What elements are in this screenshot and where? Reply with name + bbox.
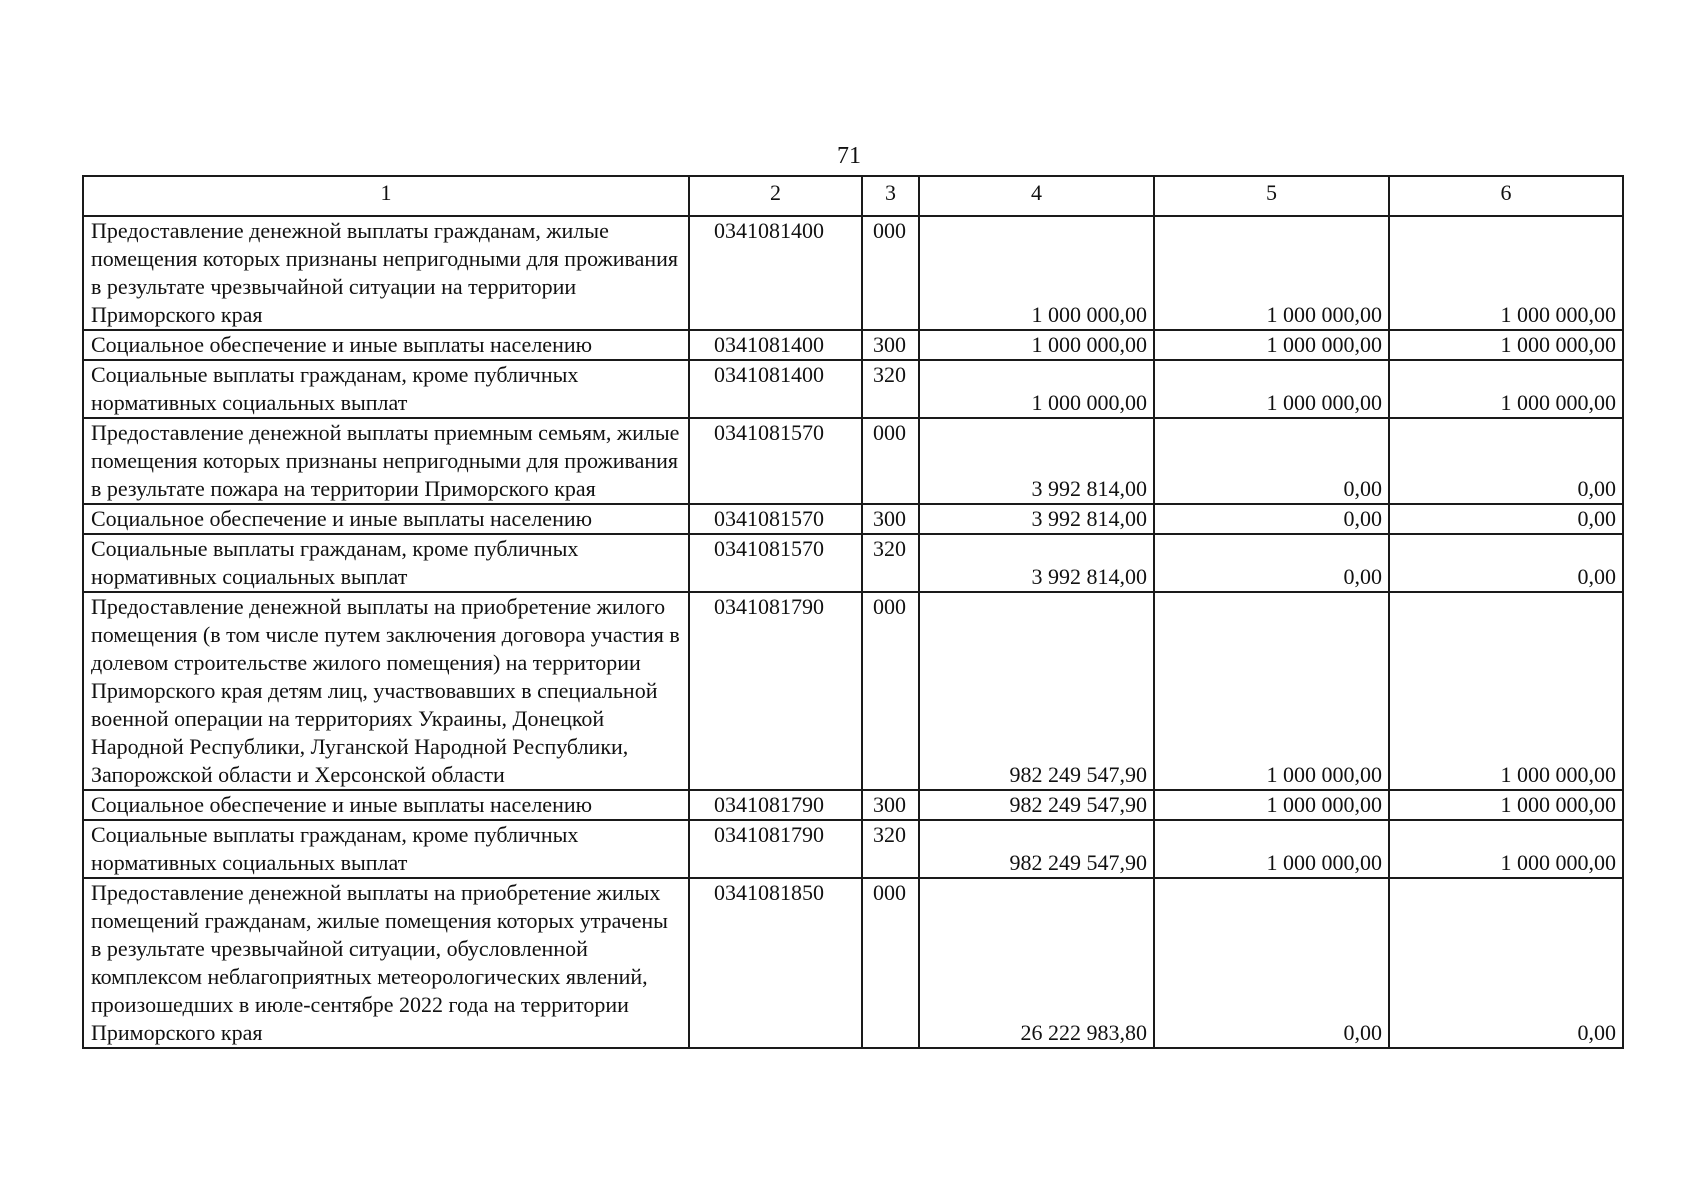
header-col-6: 6 xyxy=(1389,176,1623,216)
row-type: 300 xyxy=(862,330,919,360)
row-name: Предоставление денежной выплаты на приобретение жилого помещения (в том числе путем заключения договора участия в долевом строительстве жилого помещения) на территории Приморского края детям лиц, участвовавших в специальной военной операции на территориях Украины, Донецкой Народной Республики, Луганской Народной Республики, Запорожской области и Херсонской области xyxy=(83,592,689,790)
row-amount-col4: 26 222 983,80 xyxy=(919,878,1154,1048)
header-col-1: 1 xyxy=(83,176,689,216)
row-code: 0341081850 xyxy=(689,878,862,1048)
table-row xyxy=(83,360,1623,418)
table-row xyxy=(83,418,1623,504)
row-code: 0341081790 xyxy=(689,790,862,820)
row-name: Предоставление денежной выплаты гражданам, жилые помещения которых признаны непригодными для проживания в результате чрезвычайной ситуации на территории Приморского края xyxy=(83,216,689,330)
row-code: 0341081790 xyxy=(689,820,862,878)
header-col-4: 4 xyxy=(919,176,1154,216)
row-amount-col6: 0,00 xyxy=(1389,504,1623,534)
table-row xyxy=(83,820,1623,878)
row-amount-col4: 3 992 814,00 xyxy=(919,534,1154,592)
row-amount-col6: 1 000 000,00 xyxy=(1389,790,1623,820)
table-row xyxy=(83,330,1623,360)
page-number: 71 xyxy=(837,143,861,169)
row-name: Социальные выплаты гражданам, кроме публичных нормативных социальных выплат xyxy=(83,820,689,878)
row-amount-col4: 1 000 000,00 xyxy=(919,216,1154,330)
header-col-3: 3 xyxy=(862,176,919,216)
row-amount-col6: 0,00 xyxy=(1389,418,1623,504)
row-amount-col6: 0,00 xyxy=(1389,878,1623,1048)
row-code: 0341081400 xyxy=(689,330,862,360)
row-type: 300 xyxy=(862,790,919,820)
table-row xyxy=(83,878,1623,1048)
row-code: 0341081400 xyxy=(689,360,862,418)
header-col-2: 2 xyxy=(689,176,862,216)
row-name: Предоставление денежной выплаты приемным семьям, жилые помещения которых признаны непригодными для проживания в результате пожара на территории Приморского края xyxy=(83,418,689,504)
row-code: 0341081570 xyxy=(689,418,862,504)
row-type: 000 xyxy=(862,216,919,330)
table-row xyxy=(83,216,1623,330)
table-row xyxy=(83,592,1623,790)
row-amount-col6: 1 000 000,00 xyxy=(1389,330,1623,360)
row-type: 320 xyxy=(862,360,919,418)
row-type: 320 xyxy=(862,534,919,592)
row-name: Социальное обеспечение и иные выплаты населению xyxy=(83,790,689,820)
row-amount-col4: 1 000 000,00 xyxy=(919,330,1154,360)
budget-table xyxy=(82,175,1624,1049)
row-amount-col5: 1 000 000,00 xyxy=(1154,216,1389,330)
row-amount-col4: 982 249 547,90 xyxy=(919,790,1154,820)
row-amount-col6: 1 000 000,00 xyxy=(1389,360,1623,418)
row-amount-col6: 1 000 000,00 xyxy=(1389,216,1623,330)
row-amount-col6: 1 000 000,00 xyxy=(1389,820,1623,878)
row-amount-col5: 1 000 000,00 xyxy=(1154,820,1389,878)
row-amount-col5: 0,00 xyxy=(1154,534,1389,592)
row-amount-col4: 982 249 547,90 xyxy=(919,592,1154,790)
row-type: 320 xyxy=(862,820,919,878)
row-amount-col4: 3 992 814,00 xyxy=(919,418,1154,504)
row-name: Предоставление денежной выплаты на приобретение жилых помещений гражданам, жилые помещения которых утрачены в результате чрезвычайной ситуации, обусловленной комплексом неблагоприятных метеорологических явлений, произошедших в июле-сентябре 2022 года на территории Приморского края xyxy=(83,878,689,1048)
row-amount-col4: 982 249 547,90 xyxy=(919,820,1154,878)
row-amount-col6: 0,00 xyxy=(1389,534,1623,592)
row-name: Социальное обеспечение и иные выплаты населению xyxy=(83,330,689,360)
row-code: 0341081570 xyxy=(689,534,862,592)
row-name: Социальные выплаты гражданам, кроме публичных нормативных социальных выплат xyxy=(83,360,689,418)
row-amount-col5: 1 000 000,00 xyxy=(1154,790,1389,820)
row-amount-col6: 1 000 000,00 xyxy=(1389,592,1623,790)
row-type: 000 xyxy=(862,592,919,790)
row-amount-col5: 1 000 000,00 xyxy=(1154,360,1389,418)
header-col-5: 5 xyxy=(1154,176,1389,216)
row-type: 000 xyxy=(862,418,919,504)
table-row xyxy=(83,504,1623,534)
row-code: 0341081570 xyxy=(689,504,862,534)
table-row xyxy=(83,790,1623,820)
row-amount-col4: 1 000 000,00 xyxy=(919,360,1154,418)
row-amount-col5: 1 000 000,00 xyxy=(1154,330,1389,360)
row-code: 0341081400 xyxy=(689,216,862,330)
row-type: 300 xyxy=(862,504,919,534)
header-row xyxy=(83,176,1623,216)
row-amount-col5: 0,00 xyxy=(1154,418,1389,504)
table-row xyxy=(83,534,1623,592)
row-code: 0341081790 xyxy=(689,592,862,790)
row-amount-col4: 3 992 814,00 xyxy=(919,504,1154,534)
row-amount-col5: 0,00 xyxy=(1154,504,1389,534)
row-amount-col5: 0,00 xyxy=(1154,878,1389,1048)
row-type: 000 xyxy=(862,878,919,1048)
row-name: Социальное обеспечение и иные выплаты населению xyxy=(83,504,689,534)
row-name: Социальные выплаты гражданам, кроме публичных нормативных социальных выплат xyxy=(83,534,689,592)
row-amount-col5: 1 000 000,00 xyxy=(1154,592,1389,790)
